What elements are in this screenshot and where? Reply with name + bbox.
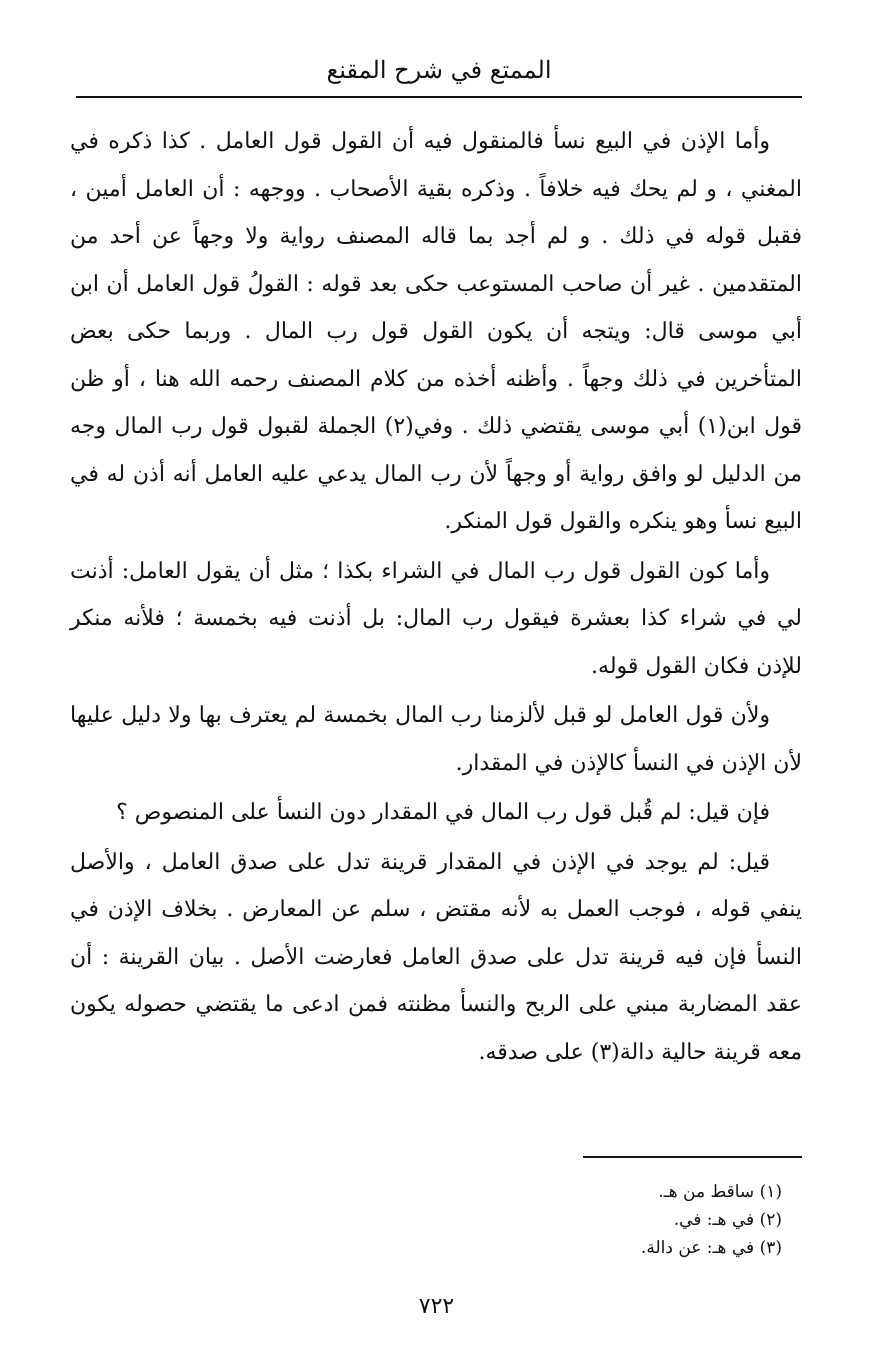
paragraph: فإن قيل: لم قُبل قول رب المال في المقدار دون النسأ على المنصوص ؟ bbox=[116, 800, 770, 825]
header-divider bbox=[76, 96, 802, 98]
paragraph: قيل: لم يوجد في الإذن في المقدار قرينة تدل على صدق العامل ، والأصل ينفي قوله ، فوجب العمل به لأنه مقتض ، سلم عن المعارض . بخلاف الإذن في النسأ فإن فيه قرينة تدل على صدق العامل فعارضت الأصل . بيان القرينة : أن عقد المضاربة مبني على الربح والنسأ مظنته فمن ادعى ما يقتضي حصوله يكون معه قرينة حالية دالة(٣) على صدقه. bbox=[70, 849, 802, 1065]
footnotes bbox=[76, 1178, 782, 1262]
main-text bbox=[70, 118, 802, 1078]
page-number: ٧٢٢ bbox=[418, 1294, 455, 1319]
footnote: (١) ساقط من هـ. bbox=[658, 1182, 782, 1202]
paragraph: وأما الإذن في البيع نسأ فالمنقول فيه أن القول قول العامل . كذا ذكره في المغني ، و لم يحك فيه خلافاً . وذكره بقية الأصحاب . ووجهه : أن العامل أمين ، فقبل قوله في ذلك . و لم أجد بما قاله المصنف رواية ولا وجهاً عن أحد من المتقدمين . غير أن صاحب المستوعب حكى بعد قوله : القولُ قول العامل أن ابن أبي موسى قال: ويتجه أن يكون القول قول رب المال . وربما حكى بعض المتأخرين في ذلك وجهاً . وأظنه أخذه من كلام المصنف رحمه الله هنا ، أو ظن قول ابن(١) أبي موسى يقتضي ذلك . وفي(٢) الجملة لقبول قول رب المال وجه من الدليل لو وافق رواية أو وجهاً لأن رب المال يدعي عليه العامل أنه أذن له في البيع نسأ وهو ينكره والقول قول المنكر. bbox=[70, 129, 802, 534]
footnote: (٢) في هـ: في. bbox=[673, 1210, 782, 1230]
footnote-divider bbox=[583, 1156, 802, 1158]
paragraph: ولأن قول العامل لو قبل لألزمنا رب المال بخمسة لم يعترف بها ولا دليل عليها لأن الإذن في النسأ كالإذن في المقدار. bbox=[70, 703, 802, 776]
footnote: (٣) في هـ: عن دالة. bbox=[640, 1238, 782, 1258]
paragraph: وأما كون القول قول رب المال في الشراء بكذا ؛ مثل أن يقول العامل: أذنت لي في شراء كذا بعشرة فيقول رب المال: بل أذنت فيه بخمسة ؛ فلأنه منكر للإذن فكان القول قوله. bbox=[70, 558, 802, 679]
running-header: الممتع في شرح المقنع bbox=[326, 56, 552, 84]
